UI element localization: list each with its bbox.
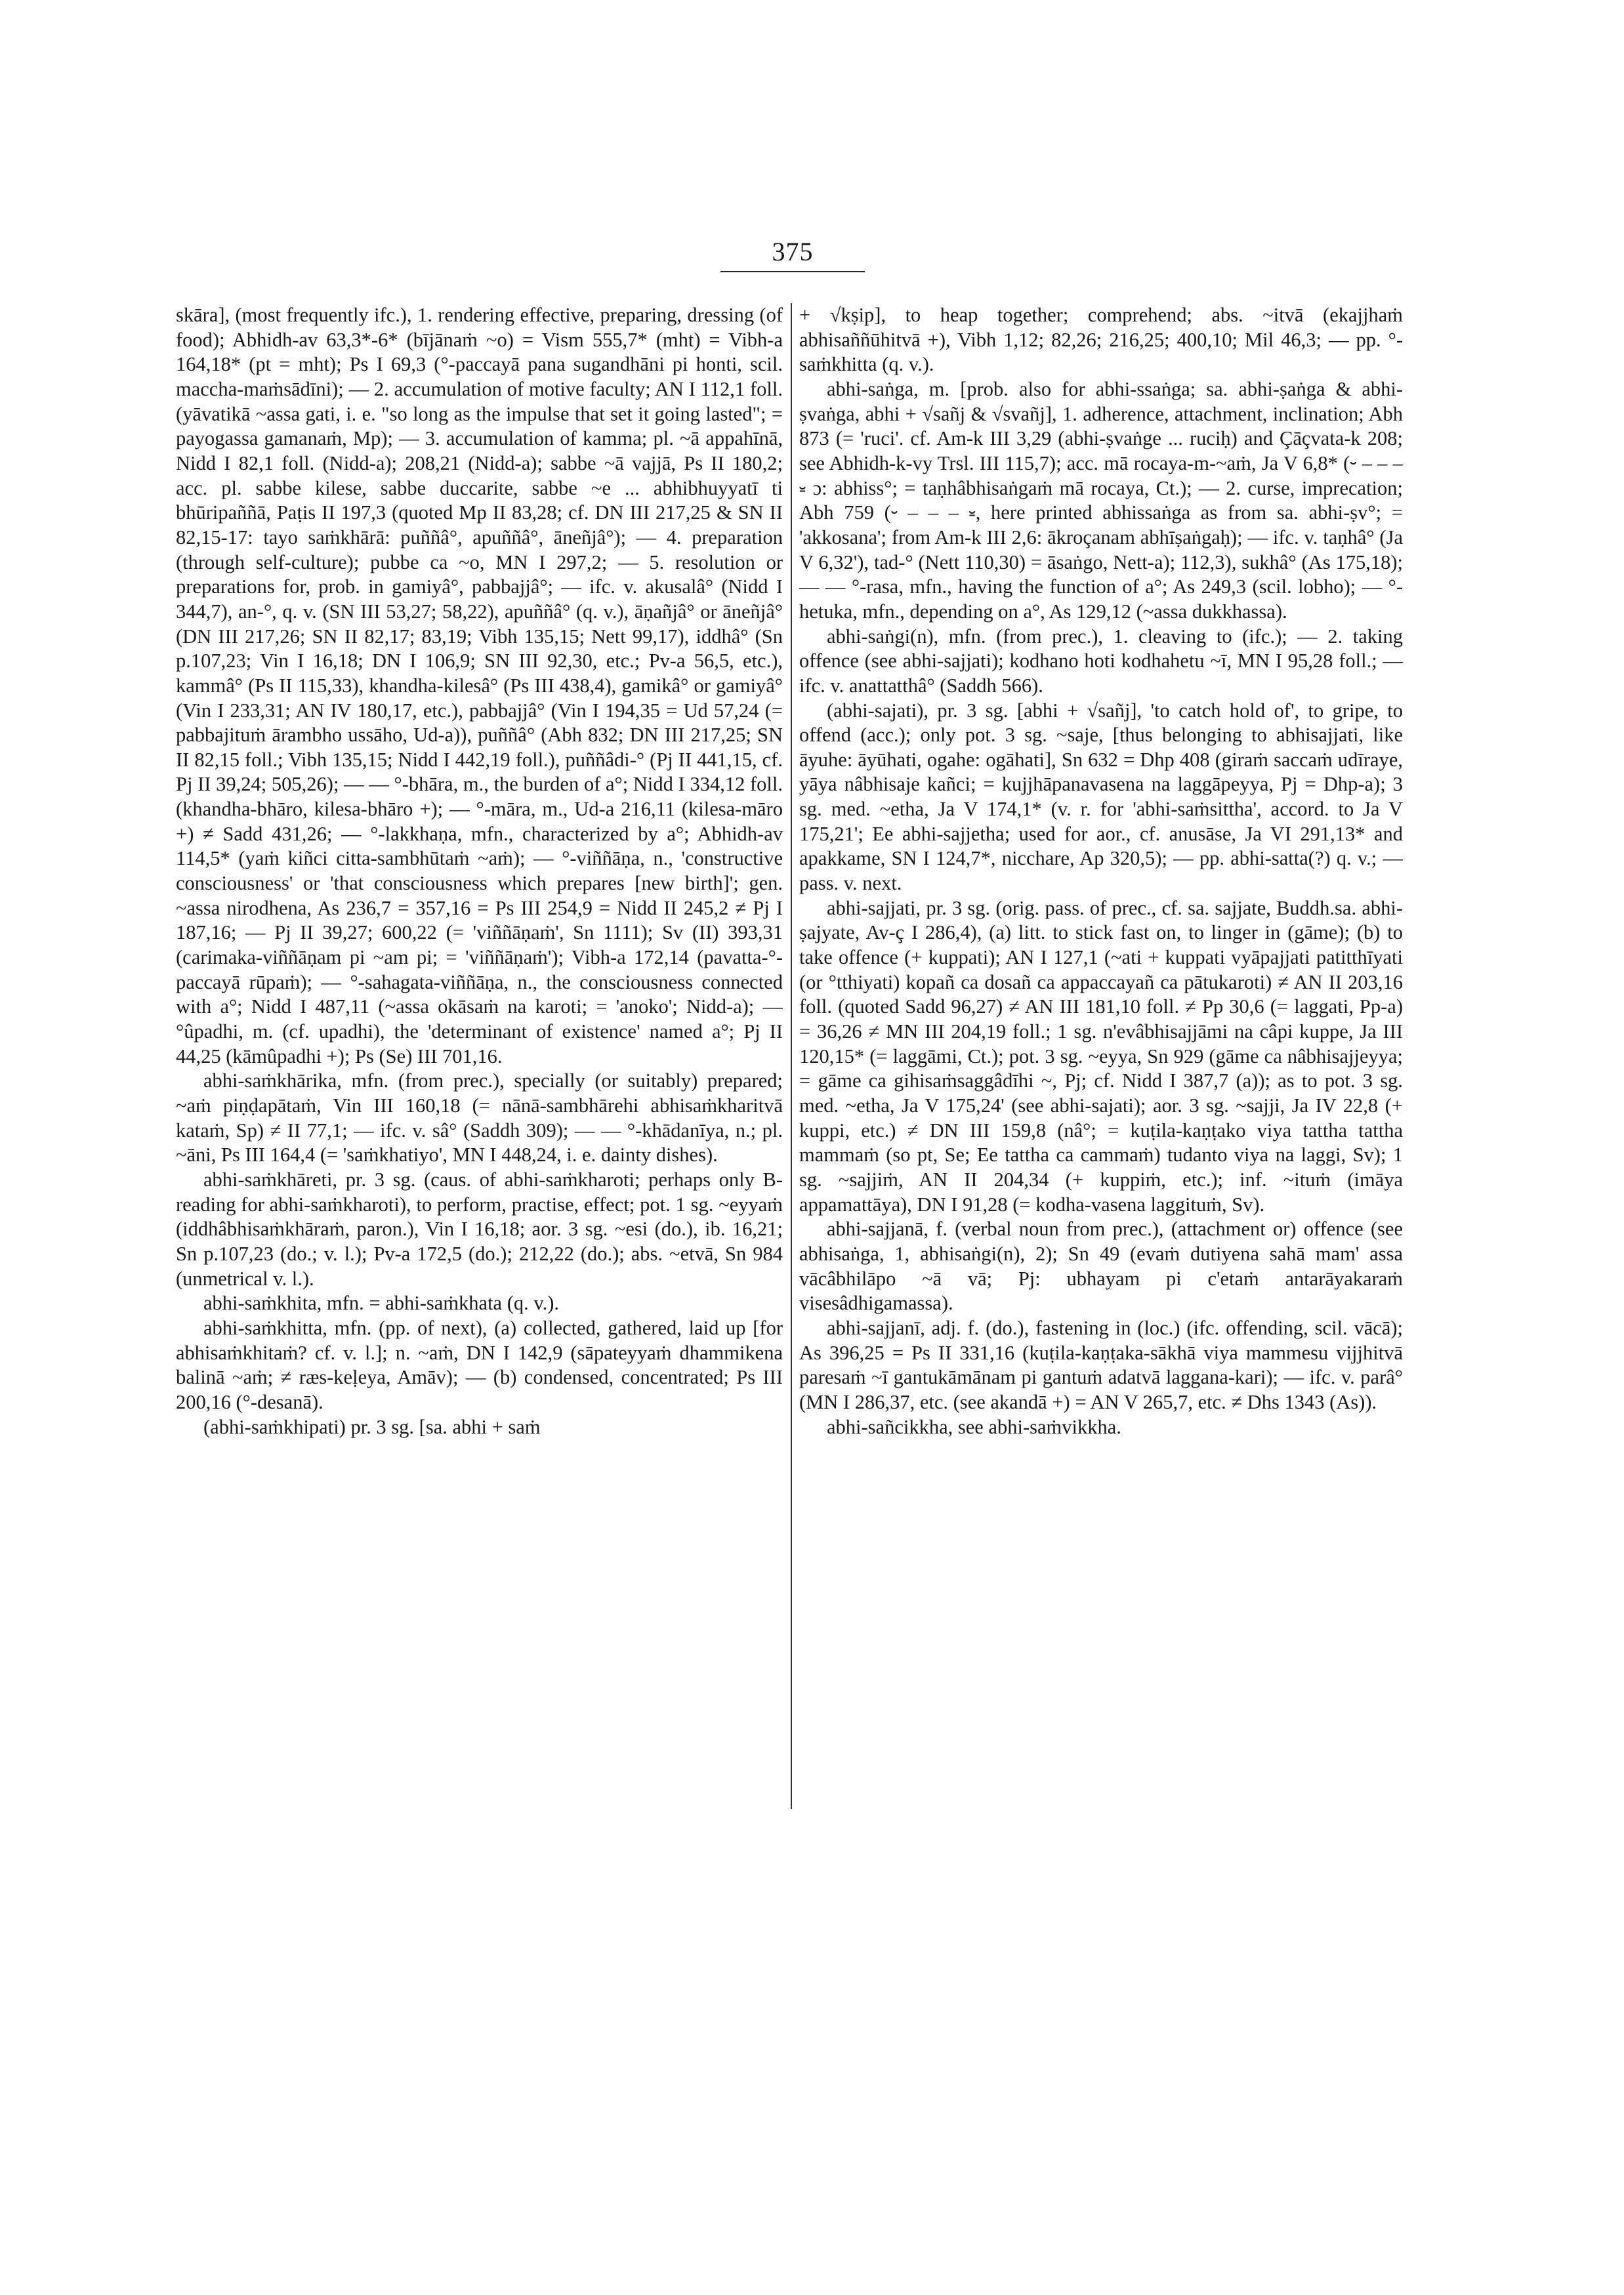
entry-abhi-sajjana: abhi-sajjanā, f. (verbal noun from prec.), (attachment or) offence (see abhisaṅga, 1, abhisaṅgi(n), 2); Sn 49 (evaṁ dutiyena sahā mam' assa vācâbhilāpo ~ā vā; Pj: ubhayam pi c'etaṁ antarāyakaraṁ visesâdhigamassa). — [799, 1218, 1403, 1315]
entry-abhi-samkhareti: abhi-saṁkhāreti, pr. 3 sg. (caus. of abhi-saṁkharoti; perhaps only B-reading for abhi-saṁkharoti), to perform, practise, effect; pot. 1 sg. ~eyyaṁ (iddhâbhisaṁkhāraṁ, paron.), Vin I 16,18; aor. 3 sg. ~esi (do.), ib. 16,21; Sn p.107,23 (do.; v. l.); Pv-a 172,5 (do.); 212,22 (do.); abs. ~etvā, Sn 984 (unmetrical v. l.). — [176, 1168, 783, 1290]
entry-abhi-sancikkha: abhi-sañcikkha, see abhi-saṁvikkha. — [827, 1415, 1121, 1438]
entry-abhi-samkhipati-continued: + √kṣip], to heap together; comprehend; abs. ~itvā (ekajjhaṁ abhisaññūhitvā +), Vibh 1,12; 82,26; 216,25; 400,10; Mil 46,3; — pp. °-saṁkhitta (q. v.). — [799, 304, 1403, 376]
entry-abhisamkhara-continued: skāra], (most frequently ifc.), 1. rendering effective, preparing, dressing (of food); Abhidh-av 63,3*-6* (bījānaṁ ~o) = Vism 555,7* (mht) = Vibh-a 164,18* (pt = mht); Ps I 69,3 (°-paccayā pana sugandhāni pi honti, scil. maccha-maṁsādīni); — 2. accumulation of motive faculty; AN I 112,1 foll. (yāvatikā ~assa gati, i. e. "so long as the impulse that set it going lasted"; = payogassa gamanaṁ, Mp); — 3. accumulation of kamma; pl. ~ā appahīnā, Nidd I 82,1 foll. (Nidd-a); 208,21 (Nidd-a); sabbe ~ā vajjā, Ps II 180,2; acc. pl. sabbe kilese, sabbe duccarite, sabbe ~e ... abhibhuyyatī ti bhūripaññā, Paṭis II 197,3 (quoted Mp II 83,28; cf. DN III 217,25 & SN II 82,15-17: tayo saṁkhārā: puññâ°, apuññâ°, āneñjâ°); — 4. preparation (through self-culture); pubbe ca ~o, MN I 297,2; — 5. resolution or preparations for, prob. in gamiyâ°, pabbajjâ°; — ifc. v. akusalâ° (Nidd I 344,7), an-°, q. v. (SN III 53,27; 58,22), apuññâ° (q. v.), āṇañjâ° or āneñjâ° (DN III 217,26; SN II 82,17; 83,19; Vibh 135,15; Nett 99,17), iddhâ° (Sn p.107,23; Vin I 16,18; DN I 106,9; SN III 92,30, etc.; Pv-a 56,5, etc.), kammâ° (Ps II 115,33), khandha-kilesâ° (Ps III 438,4), gamikâ° or gamiyâ° (Vin I 233,31; AN IV 180,17, etc.), pabbajjâ° (Vin I 194,35 = Ud 57,24 (= pabbajituṁ ārambho ussāho, Ud-a)), puññâ° (Abh 832; DN III 217,25; SN II 82,15 foll.; Vibh 135,15; Nidd I 442,19 foll.), puññâdi-° (Pj II 441,15, cf. Pj II 39,24; 505,26); — — °-bhāra, m., the burden of a°; Nidd I 334,12 foll. (khandha-bhāro, kilesa-bhāro +); — °-māra, m., Ud-a 216,11 (kilesa-māro +) ≠ Sadd 431,26; — °-lakkhaṇa, mfn., characterized by a°; Abhidh-av 114,5* (yaṁ kiñci citta-sambhūtaṁ ~aṁ); — °-viññāṇa, n., 'constructive consciousness' or 'that consciousness which prepares [new birth]'; gen. ~assa nirodhena, As 236,7 = 357,16 = Ps III 254,9 = Nidd II 245,2 ≠ Pj I 187,16; — Pj II 39,27; 600,22 (= 'viññāṇaṁ', Sn 1111); Sv (II) 393,31 (carimaka-viññāṇam pi ~am pi; = 'viññāṇaṁ'); Vibh-a 172,14 (pavatta-°-paccayā rūpaṁ); — °-sahagata-viññāṇa, n., the consciousness connected with a°; Nidd I 487,11 (~assa okāsaṁ na karoti; = 'anoko'; Nidd-a); — °ûpadhi, m. (cf. upadhi), the 'determinant of existence' named a°; Pj II 44,25 (kāmûpadhi +); Ps (Se) III 701,16. — [176, 304, 783, 1067]
column-divider — [791, 303, 792, 1809]
left-column — [176, 303, 783, 1439]
entry-abhi-sanga: abhi-saṅga, m. [prob. also for abhi-ssaṅga; sa. abhi-ṣaṅga & abhi-ṣvaṅga, abhi + √sañj & √svañj], 1. adherence, attachment, inclination; Abh 873 (= 'ruci'. cf. Am-k III 3,29 (abhi-ṣvaṅge ... ruciḥ) and Çāçvata-k 208; see Abhidh-k-vy Trsl. III 115,7); acc. mā rocaya-m-~aṁ, Ja V 6,8* (⏑ – – – ⏓ ɔ: abhiss°; = taṇhâbhisaṅgaṁ mā rocaya, Ct.); — 2. curse, imprecation; Abh 759 (⏑ – – – ⏓, here printed abhissaṅga as from sa. abhi-ṣv°; = 'akkosana'; from Am-k III 2,6: ākroçanam abhīṣaṅgaḥ); — ifc. v. taṇhâ° (Ja V 6,32'), tad-° (Nett 110,30) = āsaṅgo, Nett-a); 112,3), sukhâ° (As 175,18); — — °-rasa, mfn., having the function of a°; As 249,3 (scil. lobho); — °-hetuka, mfn., depending on a°, As 129,12 (~assa dukkhassa). — [799, 377, 1403, 623]
entry-abhi-sajjati: abhi-sajjati, pr. 3 sg. (orig. pass. of prec., cf. sa. sajjate, Buddh.sa. abhi-ṣajyate, Av-ç I 286,4), (a) litt. to stick fast on, to linger in (gāme); (b) to take offence (+ kuppati); AN I 127,1 (~ati + kuppati vyāpajjati patitthīyati (or °tthiyati) kopañ ca dosañ ca appaccayañ ca pātukaroti) ≠ AN II 203,16 foll. (quoted Sadd 96,27) ≠ AN III 181,10 foll. ≠ Pp 30,6 (= laggati, Pp-a) = 36,26 ≠ MN III 204,19 foll.; 1 sg. n'evâbhisajjāmi na câpi kuppe, Ja III 120,15* (= laggāmi, Ct.); pot. 3 sg. ~eyya, Sn 929 (gāme ca nâbhisajjeyya; = gāme ca gihisaṁsaggâdīhi ~, Pj; cf. Nidd I 387,7 (a)); as to pot. 3 sg. med. ~etha, Ja V 175,24' (see abhi-sajati); aor. 3 sg. ~sajji, Ja IV 22,8 (+ kuppi, etc.) ≠ DN III 159,8 (nâ°; = kuṭila-kaṇṭako viya tattha tattha mammaṁ (so pt, Se; Ee tattha ca cammaṁ) tudanto viya na laggi, Sv); 1 sg. ~sajjiṁ, AN II 204,34 (+ kuppiṁ, etc.); inf. ~ituṁ (imāya appamattāya), DN I 91,28 (= kodha-vasena laggituṁ, Sv). — [799, 896, 1403, 1216]
page-number: 375 — [720, 236, 865, 272]
entry-abhi-samkhita: abhi-saṁkhita, mfn. = abhi-saṁkhata (q. v.). — [203, 1292, 560, 1315]
entry-abhi-samkhipati: (abhi-saṁkhipati) pr. 3 sg. [sa. abhi + saṁ — [203, 1415, 541, 1438]
right-column — [799, 303, 1403, 1439]
entry-abhi-samkhitta: abhi-saṁkhitta, mfn. (pp. of next), (a) collected, gathered, laid up [for abhisaṁkhitaṁ? cf. v. l.]; n. ~aṁ, DN I 142,9 (sāpateyyaṁ dhammikena balinā ~aṁ; ≠ ræs-keḷeya, Amāv); — (b) condensed, concentrated; Ps III 200,16 (°-desanā). — [176, 1316, 783, 1413]
entry-abhi-samkharika: abhi-saṁkhārika, mfn. (from prec.), specially (or suitably) prepared; ~aṁ piṇḍapātaṁ, Vin III 160,18 (= nānā-sambhārehi abhisaṁkharitvā kataṁ, Sp) ≠ II 77,1; — ifc. v. sâ° (Saddh 309); — — °-khādanīya, n.; pl. ~āni, Ps III 164,4 (= 'saṁkhatiyo', MN I 448,24, i. e. dainty dishes). — [176, 1069, 783, 1167]
entry-abhi-sajjani: abhi-sajjanī, adj. f. (do.), fastening in (loc.) (ifc. offending, scil. vācā); As 396,25 = Ps II 331,16 (kuṭila-kaṇṭaka-sākhā viya mammesu vijjhitvā paresaṁ ~ī gantukāmānam pi gantuṁ adatvā laggana-kari); — ifc. v. parâ° (MN I 286,37, etc. (see akandā +) = AN V 265,7, etc. ≠ Dhs 1343 (As)). — [799, 1316, 1403, 1413]
entry-abhi-sajati: (abhi-sajati), pr. 3 sg. [abhi + √sañj], 'to catch hold of', to gripe, to offend (acc.); only pot. 3 sg. ~saje, [thus belonging to abhisajjati, like āyuhe: āyūhati, ogahe: ogāhati], Sn 632 = Dhp 408 (giraṁ saccaṁ udīraye, yāya nâbhisaje kañci; = kujjhāpanavasena na laggāpeyya, Pj = Dhp-a); 3 sg. med. ~etha, Ja V 174,1* (v. r. for 'abhi-saṁsittha', accord. to Ja V 175,21'; Ee abhi-sajjetha; used for aor., cf. anusāse, Ja VI 291,13* and apakkame, SN I 124,7*, nicchare, Ap 320,5); — pp. abhi-satta(?) q. v.; — pass. v. next. — [799, 699, 1403, 895]
entry-abhi-sangin: abhi-saṅgi(n), mfn. (from prec.), 1. cleaving to (ifc.); — 2. taking offence (see abhi-sajjati); kodhano hoti kodhahetu ~ī, MN I 95,28 foll.; — ifc. v. anattatthâ° (Saddh 566). — [799, 625, 1403, 697]
